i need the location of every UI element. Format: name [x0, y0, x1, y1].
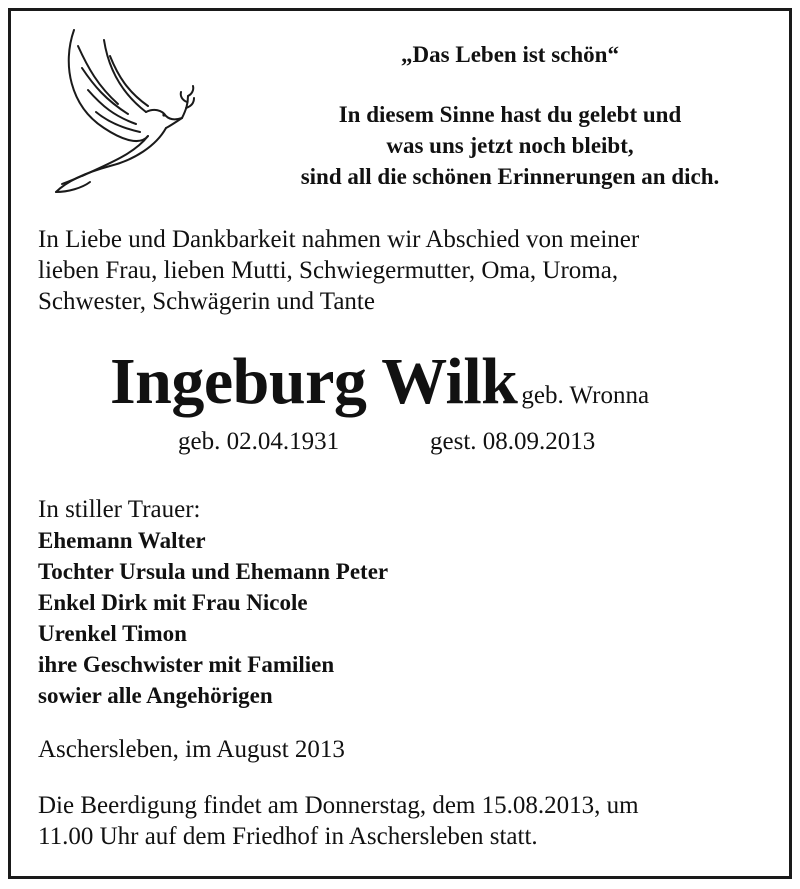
- motto-line: was uns jetzt noch bleibt,: [386, 133, 634, 158]
- mourner-entry: ihre Geschwister mit Familien: [38, 652, 335, 677]
- deceased-name-row: [110, 344, 649, 420]
- mourners-block: [38, 494, 388, 711]
- maiden-name: geb. Wronna: [521, 382, 650, 409]
- birth-date: geb. 02.04.1931: [178, 428, 340, 455]
- deceased-name: Ingeburg Wilk: [110, 345, 518, 418]
- mourner-entry: Urenkel Timon: [38, 621, 187, 646]
- place-date: Aschersleben, im August 2013: [38, 736, 345, 763]
- mourner-entry: sowier alle Angehörigen: [38, 683, 273, 708]
- motto-quote: „Das Leben ist schön“: [401, 42, 619, 67]
- dove-icon: [48, 28, 198, 198]
- intro-line: Schwester, Schwägerin und Tante: [38, 288, 375, 315]
- intro-line: In Liebe und Dankbarkeit nahmen wir Abschied von meiner: [38, 226, 640, 253]
- mourner-entry: Tochter Ursula und Ehemann Peter: [38, 559, 389, 584]
- death-date: gest. 08.09.2013: [430, 428, 596, 455]
- intro-line: lieben Frau, lieben Mutti, Schwiegermutter, Oma, Uroma,: [38, 257, 619, 284]
- mourners-heading: In stiller Trauer:: [38, 496, 201, 523]
- motto-line: In diesem Sinne hast du gelebt und: [338, 102, 682, 127]
- mourner-entry: Enkel Dirk mit Frau Nicole: [38, 590, 308, 615]
- funeral-line: 11.00 Uhr auf dem Friedhof in Aschersleben statt.: [38, 823, 538, 850]
- mourner-entry: Ehemann Walter: [38, 528, 206, 553]
- funeral-line: Die Beerdigung findet am Donnerstag, dem 15.08.2013, um: [38, 792, 639, 819]
- motto-line: sind all die schönen Erinnerungen an dich.: [300, 164, 720, 189]
